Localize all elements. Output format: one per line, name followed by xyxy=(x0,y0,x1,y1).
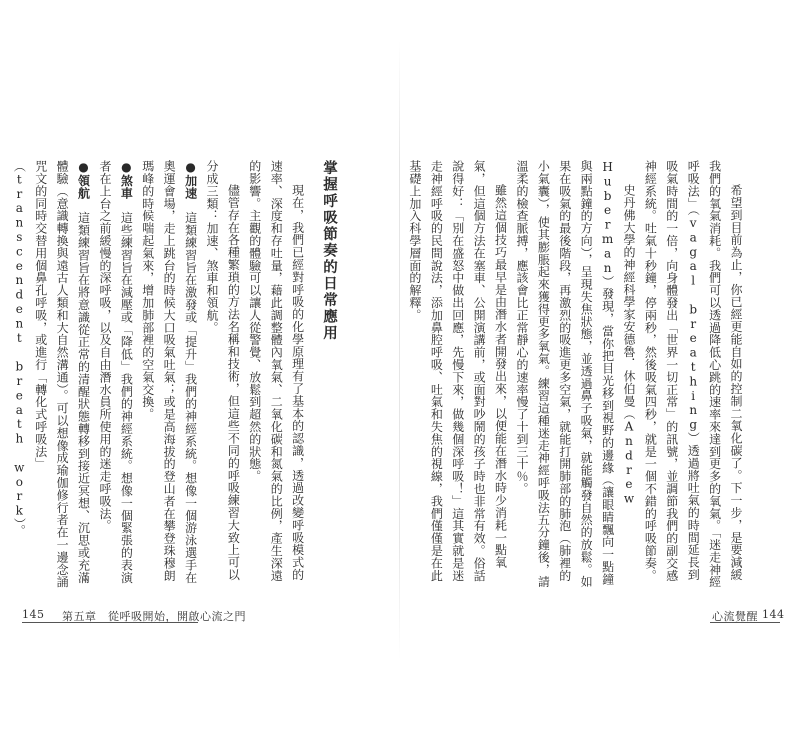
list-item-navigate xyxy=(8,160,94,590)
right-text-block xyxy=(407,160,746,590)
right-paragraph-2: 史丹佛大學的神經科學家安德魯．休伯曼（Andrew Huberman）發現，當你把目光移到視野的邊緣（讓眼睛飄向一點鐘與兩點鐘的方向），呈現失焦狀態，並透過鼻子吸氣，就能觸發自然的放鬆。如果在吸氣的最後階段，再激烈的吸進更多空氣，就能打開肺部的肺泡（肺裡的小氣囊），使其膨脹起來獲得更多氧氣。練習這種迷走神經呼吸法五分鐘後，請溫柔的檢查脈搏，應該會比正常靜心的速率慢了十到三十％。 xyxy=(514,160,636,588)
item-head-brake: 煞車 xyxy=(119,174,134,200)
item-text-accelerate: 這類練習旨在激發或「提升」我們的神經系統。想像一個游泳選手在奧運會場，走上跳台的時候大口吸氣吐氣；或是高海拔的登山者在攀登珠穆朗瑪峰的時候喘起氣來，增加肺部裡的空氣交換。 xyxy=(140,160,198,584)
left-paragraph-2: 儘管存在各種繁瑣的方法名稱和技術，但這些不同的呼吸練習大致上可以分成三類：加速、煞車和領航。 xyxy=(204,160,241,581)
left-text-block xyxy=(12,160,345,590)
item-text-brake: 這些練習旨在減壓或「降低」我們的神經系統。想像一個緊張的表演者在上台之前緩慢的深呼吸，以及自由潛水員所使用的迷走呼吸法。 xyxy=(97,160,134,584)
list-item-accelerate xyxy=(136,160,200,590)
section-heading: 掌握呼吸節奏的日常應用 xyxy=(321,160,337,342)
left-paragraph-1: 現在，我們已經對呼吸的化學原理有了基本的認識，透過改變呼吸模式的速率、深度和存吐量，藉此調整體內氧氣、二氧化碳和氮氣的比例，產生深遠的影響。主觀的體驗可以讓人從警覺、放鬆到超然的狀態。 xyxy=(247,160,305,582)
item-text-navigate: 這類練習旨在將意識從正常的清醒狀態轉移到接近冥想、沉思或充滿體驗（意識轉換與遠古人類和大自然溝通）。可以想像成瑜伽修行者在一邊念誦咒文的同時交替用個鼻孔呼吸，或進行「轉化式呼吸法」（transcendent breath work）。 xyxy=(12,160,91,588)
right-paragraph-3: 雖然這個技巧最早是由潛水者開發出來，以便能在潛水時少消耗一點氧氣，但這個方法在塞車、公開演講前，或面對吵鬧的孩子時也非常有效。俗話說得好：「別在盛怒中做出回應，先慢下來，做幾個深呼吸！」這其實就是迷走神經呼吸的民間說法，添加鼻腔呼吸、吐氣和失焦的視線，我們僅僅是在此基礎上加入科學層面的解釋。 xyxy=(407,160,508,582)
right-running-head: 心流覺醒 xyxy=(712,610,758,623)
item-head-navigate: 領航 xyxy=(76,174,91,200)
bullet-icon: ● xyxy=(119,160,134,175)
list-item-brake xyxy=(94,160,137,590)
right-paragraph-1: 希望到目前為止，你已經更能自如的控制二氧化碳了。下一步，是要減緩我們的氧氣消耗。我們可以透過降低心跳的速率來達到更多的氧氣。「迷走神經呼吸法」（vagal breathing）透過將吐氣的時間延長到吸氣時間的一倍，向身體發出「世界一切正常」的訊號，並調節我們的副交感神經系統。吐氣十秒鐘，停兩秒，然後吸氣四秒，就是一個不錯的呼吸節奏。 xyxy=(643,160,743,588)
left-running-head: 第五章 從呼吸開始，開啟心流之門 xyxy=(62,610,246,623)
bullet-icon: ● xyxy=(76,160,91,175)
bullet-icon: ● xyxy=(183,160,198,175)
left-folio: 145 xyxy=(22,608,45,621)
right-folio: 144 xyxy=(762,608,785,621)
item-head-accelerate: 加速 xyxy=(183,174,198,200)
